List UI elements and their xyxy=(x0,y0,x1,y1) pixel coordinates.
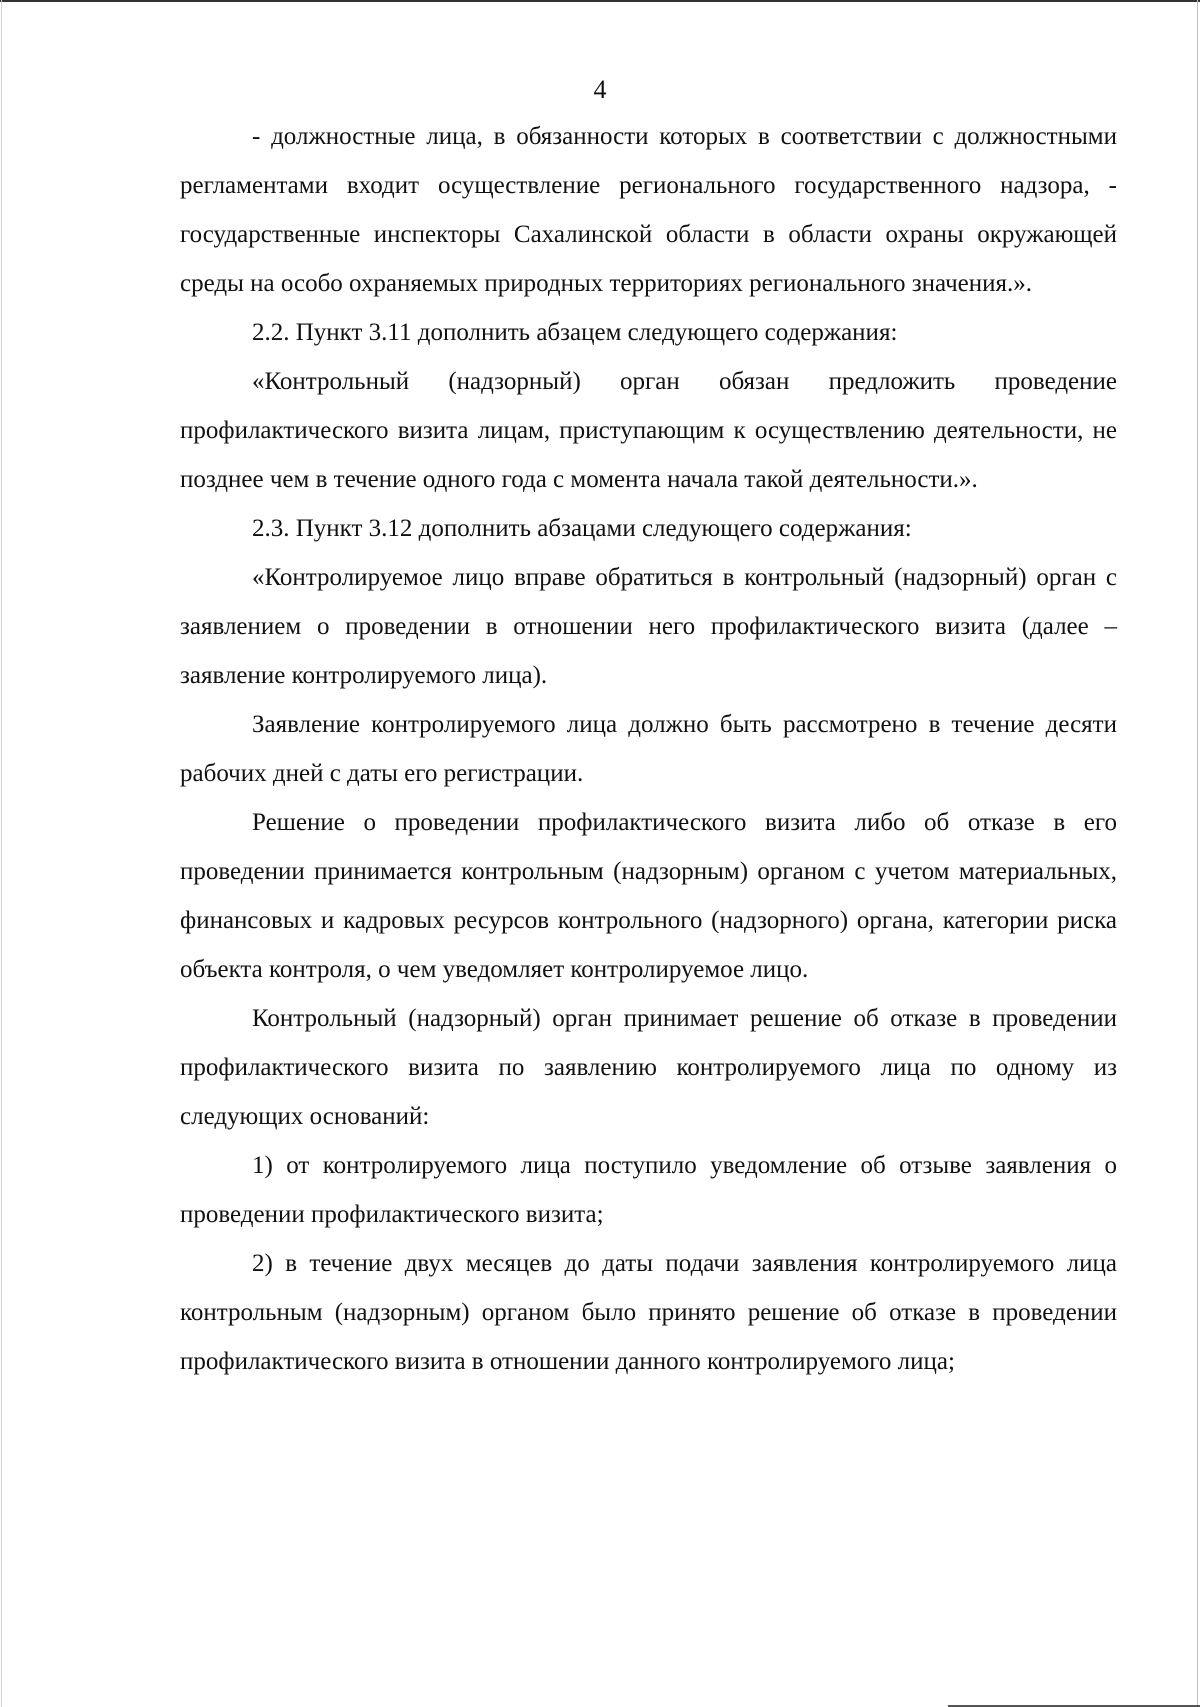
paragraph-item-2-2: 2.2. Пункт 3.11 дополнить абзацем следующего содержания: xyxy=(252,319,898,346)
paragraph-application-right: «Контролируемое лицо вправе обратиться в контрольный (надзорный) орган с заявлением о проведении в отношении него профилактического визита (далее – заявление контролируемого лица). xyxy=(180,564,1117,689)
scan-right-edge xyxy=(1197,0,1198,1707)
paragraph-preventive-visit-offer: «Контрольный (надзорный) орган обязан предложить проведение профилактического визита лицам, приступающим к осуществлению деятельности, не позднее чем в течение одного года с момента начала такой деятельности.». xyxy=(180,368,1117,493)
page-number: 4 xyxy=(593,75,607,104)
paragraph-application-review: Заявление контролируемого лица должно быть рассмотрено в течение десяти рабочих дней с даты его регистрации. xyxy=(180,711,1117,787)
scan-top-edge xyxy=(0,0,1200,2)
document-body xyxy=(180,112,1117,1386)
scan-left-edge xyxy=(1,0,2,1707)
paragraph-decision: Решение о проведении профилактического визита либо об отказе в его проведении принимается контрольным (надзорным) органом с учетом материальных, финансовых и кадровых ресурсов контрольного (надзорного) органа, категории риска объекта контроля, о чем уведомляет контролируемое лицо. xyxy=(180,809,1117,983)
paragraph-refusal-grounds: Контрольный (надзорный) орган принимает решение об отказе в проведении профилактического визита по заявлению контролируемого лица по одному из следующих оснований: xyxy=(180,1005,1117,1130)
paragraph-ground-1: 1) от контролируемого лица поступило уведомление об отзыве заявления о проведении профилактического визита; xyxy=(180,1152,1117,1228)
paragraph-item-2-3: 2.3. Пункт 3.12 дополнить абзацами следующего содержания: xyxy=(252,515,912,542)
paragraph-officials: - должностные лица, в обязанности которых в соответствии с должностными регламентами входит осуществление регионального государственного надзора, - государственные инспекторы Сахалинской области в области охраны окружающей среды на особо охраняемых природных территориях регионального значения.». xyxy=(180,123,1117,297)
paragraph-ground-2: 2) в течение двух месяцев до даты подачи заявления контролируемого лица контрольным (надзорным) органом было принято решение об отказе в проведении профилактического визита в отношении данного контролируемого лица; xyxy=(180,1250,1117,1375)
